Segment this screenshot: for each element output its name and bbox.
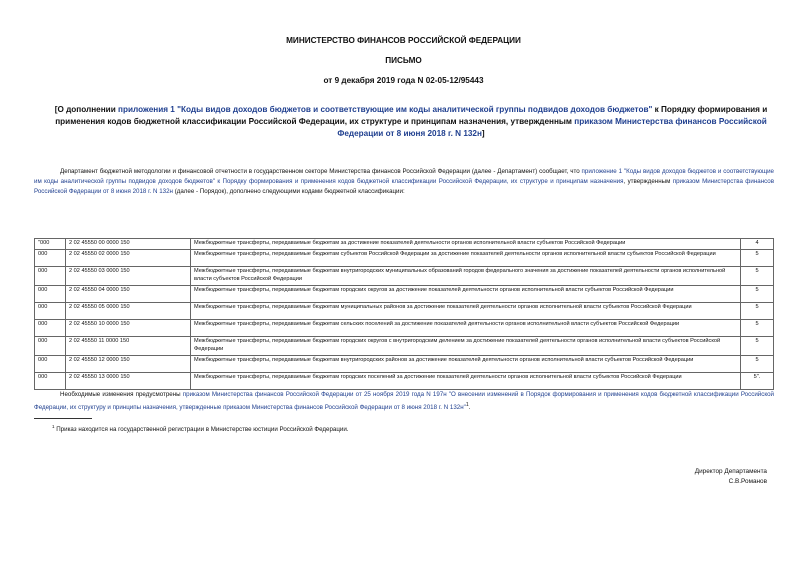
cell-name: Межбюджетные трансферты, передаваемые бюджетам городских округов с внутригородским делением за достижение показателей деятельности органов исполнительной власти субъектов Российской Федерации [191, 337, 741, 356]
cell-name: Межбюджетные трансферты, передаваемые бюджетам муниципальных районов за достижение показателей деятельности органов исполнительной власти субъектов Российской Федерации [191, 303, 741, 320]
document-heading [48, 104, 774, 140]
closing-text-1: Необходимые изменения предусмотрены [60, 391, 183, 398]
document-date-number: от 9 декабря 2019 года N 02-05-12/95443 [323, 76, 484, 85]
cell-name: Межбюджетные трансферты, передаваемые бюджетам сельских поселений за достижение показателей деятельности органов исполнительной власти субъектов Российской Федерации [191, 320, 741, 337]
closing-text-2: . [468, 404, 471, 412]
heading-middle: к Порядку формирования и применения кодов бюджетной классификации Российской Федерации, их структуре и принципам назначения, утвержденным [55, 105, 768, 126]
cell-level: 5 [741, 250, 774, 267]
table-row [35, 337, 774, 356]
footnote-ref[interactable]: 1 [465, 402, 469, 409]
table-row [35, 320, 774, 337]
table-row [35, 267, 774, 286]
cell-level: 5 [741, 303, 774, 320]
signer-name: С.В.Романов [728, 478, 767, 485]
intro-paragraph [34, 167, 774, 198]
cell-code: 2 02 45550 12 0000 150 [66, 356, 191, 373]
cell-level: 4 [741, 239, 774, 250]
cell-level: 5 [741, 320, 774, 337]
document-type: ПИСЬМО [385, 56, 422, 65]
cell-level: 5 [741, 337, 774, 356]
cell-admin: 000 [35, 303, 66, 320]
closing-paragraph [34, 390, 774, 413]
cell-admin: 000 [35, 286, 66, 303]
cell-admin: 000 [35, 373, 66, 390]
cell-admin: 000 [35, 356, 66, 373]
heading-link-order[interactable]: приказом Министерства финансов Российской Федерации от 8 июня 2018 г. N 132н [337, 117, 767, 138]
cell-name: Межбюджетные трансферты, передаваемые бюджетам субъектов Российской Федерации за достижение показателей деятельности органов исполнительной власти субъектов Российской Федерации [191, 250, 741, 267]
heading-suffix: ] [481, 129, 485, 138]
footnote-mark: 1 [52, 424, 55, 429]
cell-code: 2 02 45550 03 0000 150 [66, 267, 191, 286]
cell-code: 2 02 45550 00 0000 150 [66, 239, 191, 250]
cell-level: 5". [741, 373, 774, 390]
intro-link-order[interactable]: приказом Министерства финансов Российской Федерации от 8 июня 2018 г. N 132н [34, 178, 775, 196]
cell-name: Межбюджетные трансферты, передаваемые бюджетам внутригородских районов за достижение показателей деятельности органов исполнительной власти субъектов Российской Федерации [191, 356, 741, 373]
footnote-divider [34, 418, 92, 419]
heading-prefix: [О дополнении [54, 105, 119, 114]
table-row [35, 250, 774, 267]
table-row [35, 373, 774, 390]
table-row [35, 356, 774, 373]
cell-level: 5 [741, 267, 774, 286]
cell-level: 5 [741, 286, 774, 303]
cell-admin: "000 [35, 239, 66, 250]
cell-code: 2 02 45550 04 0000 150 [66, 286, 191, 303]
table-row [35, 239, 774, 250]
budget-codes-table [34, 238, 774, 390]
table-row [35, 286, 774, 303]
ministry-title: МИНИСТЕРСТВО ФИНАНСОВ РОССИЙСКОЙ ФЕДЕРАЦИИ [286, 36, 521, 45]
cell-code: 2 02 45550 05 0000 150 [66, 303, 191, 320]
cell-admin: 000 [35, 320, 66, 337]
cell-admin: 000 [35, 250, 66, 267]
cell-name: Межбюджетные трансферты, передаваемые бюджетам внутригородских муниципальных образований городов федерального значения за достижение показателей деятельности органов исполнительной власти субъектов Российской Федерации [191, 267, 741, 286]
closing-link-order[interactable]: приказом Министерства финансов Российской Федерации от 25 ноября 2019 года N 197н "О внесении изменений в Порядок формирования и применения кодов бюджетной классификации Российской Федерации, их структуру и принципы назначения, утвержденные приказом Министерства финансов Российской Федерации от 8 июня 2018 г. N 132н" [34, 391, 774, 412]
signer-position: Директор Департамента [694, 468, 767, 475]
cell-code: 2 02 45550 02 0000 150 [66, 250, 191, 267]
cell-code: 2 02 45550 11 0000 150 [66, 337, 191, 356]
cell-name: Межбюджетные трансферты, передаваемые бюджетам за достижение показателей деятельности органов исполнительной власти субъектов Российской Федерации [191, 239, 741, 250]
intro-text-3: (далее - Порядок), дополнено следующими кодами бюджетной классификации: [172, 188, 405, 196]
heading-link-appendix[interactable]: приложения 1 "Коды видов доходов бюджетов и соответствующие им коды аналитической группы подвидов доходов бюджетов" [118, 105, 653, 114]
table-row [35, 303, 774, 320]
cell-name: Межбюджетные трансферты, передаваемые бюджетам городских округов за достижение показателей деятельности органов исполнительной власти субъектов Российской Федерации [191, 286, 741, 303]
cell-level: 5 [741, 356, 774, 373]
intro-link-appendix[interactable]: приложение 1 "Коды видов доходов бюджетов и соответствующие им коды аналитической группы подвидов доходов бюджетов" к Порядку формирования и применения кодов бюджетной классификации Российской Федерации, их структуре и принципам назначения [34, 168, 774, 186]
cell-name: Межбюджетные трансферты, передаваемые бюджетам городских поселений за достижение показателей деятельности органов исполнительной власти субъектов Российской Федерации [191, 373, 741, 390]
footnote-text: Приказ находится на государственной регистрации в Министерстве юстиции Российской Федерации. [54, 426, 349, 434]
cell-admin: 000 [35, 337, 66, 356]
intro-text-1: Департамент бюджетной методологии и финансовой отчетности в государственном секторе Министерства финансов Российской Федерации (далее - Департамент) сообщает, что [60, 168, 582, 175]
intro-text-2: , утвержденным [623, 178, 673, 186]
cell-code: 2 02 45550 13 0000 150 [66, 373, 191, 390]
cell-code: 2 02 45550 10 0000 150 [66, 320, 191, 337]
footnote [52, 424, 349, 433]
cell-admin: 000 [35, 267, 66, 286]
